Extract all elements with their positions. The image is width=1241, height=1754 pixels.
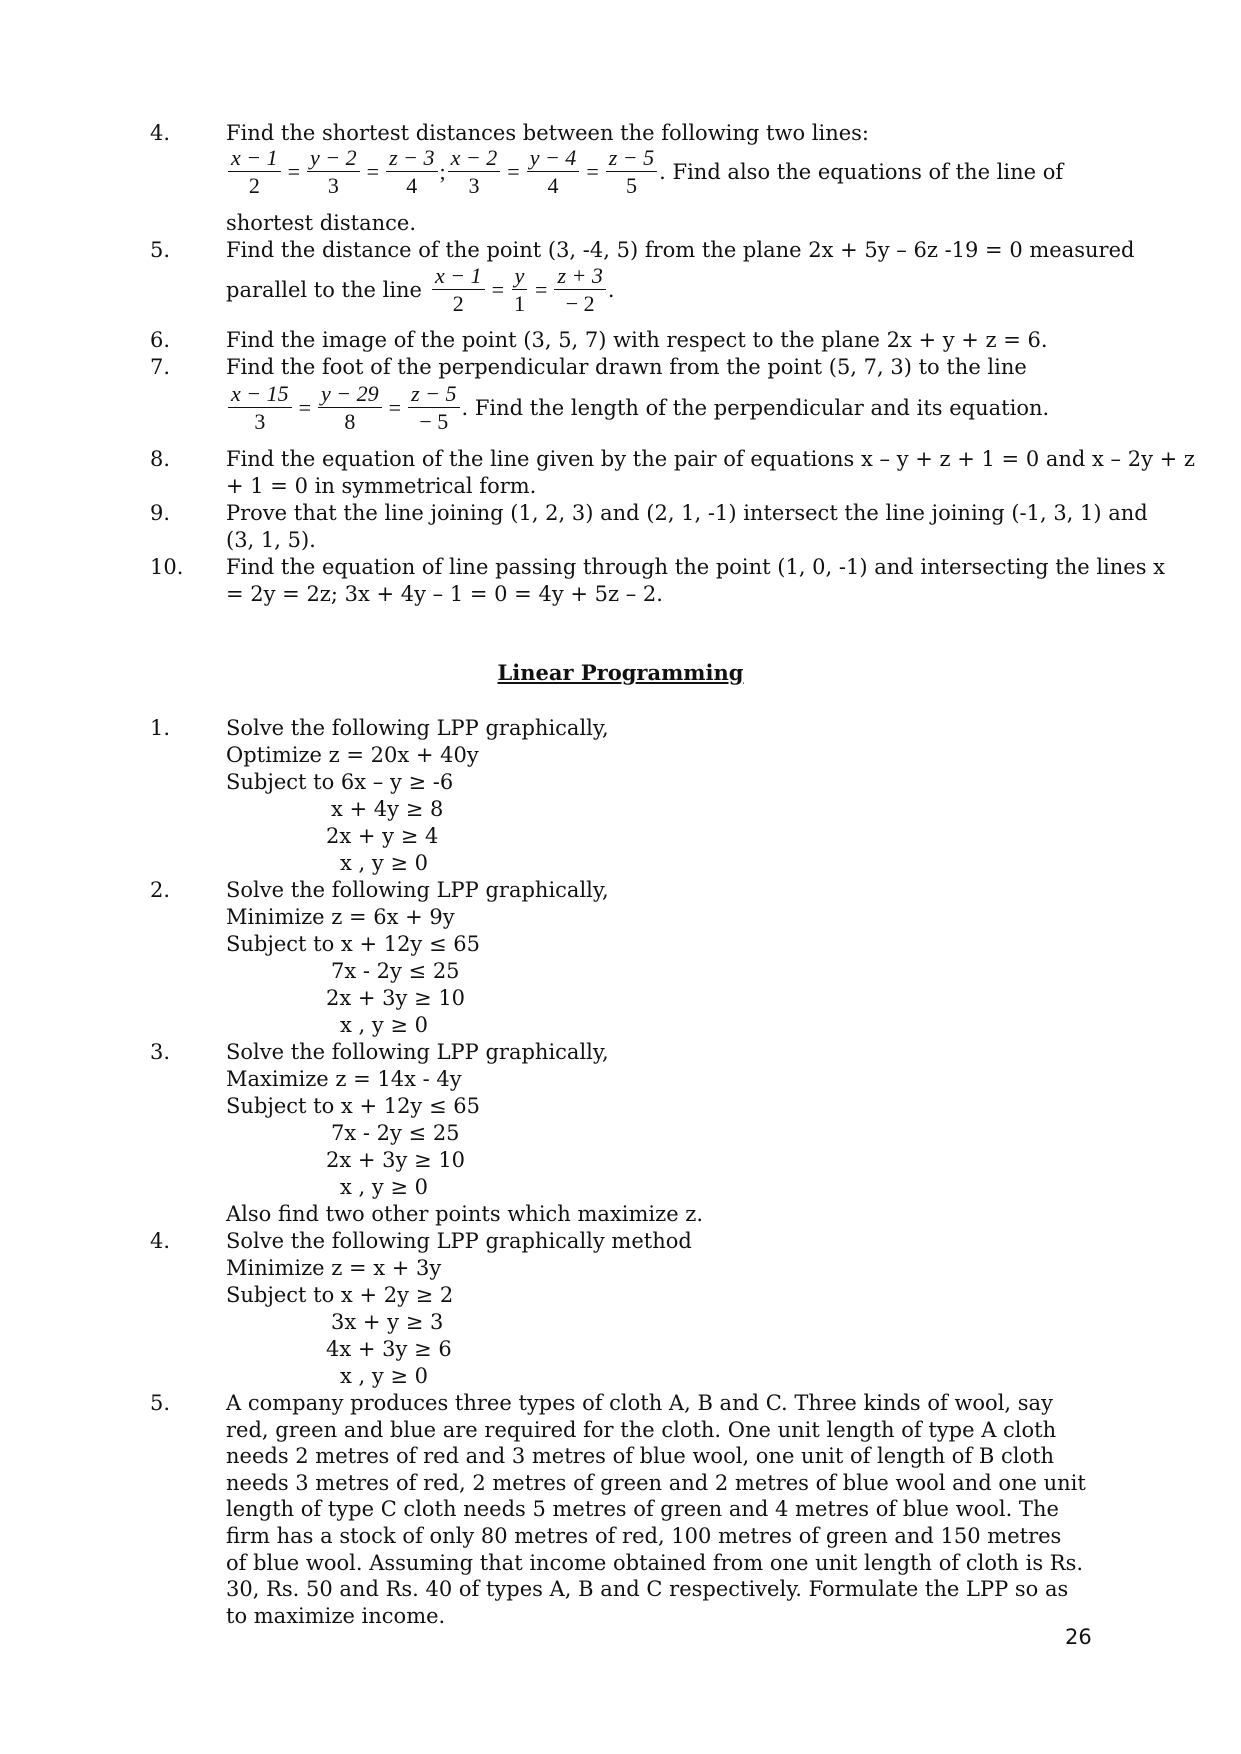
constraint: Subject to x + 2y ≥ 2	[226, 1283, 454, 1307]
fraction: $\frac{z - 5}{- 5}$	[408, 382, 459, 434]
constraint: Subject to x + 12y ≤ 65	[226, 1094, 480, 1118]
question-number: 2.	[150, 878, 171, 902]
question-text: Find the foot of the perpendicular drawn from the point (5, 7, 3) to the line	[226, 355, 1027, 379]
fraction: $\frac{z + 3}{- 2}$	[554, 264, 605, 316]
constraint: 2x + y ≥ 4	[326, 824, 439, 848]
question-text: shortest distance.	[226, 211, 417, 235]
constraint: 2x + 3y ≥ 10	[326, 986, 466, 1010]
constraint: 2x + 3y ≥ 10	[326, 1148, 466, 1172]
fraction: $\frac{x - 15}{3}$	[228, 382, 292, 434]
constraint: x , y ≥ 0	[340, 851, 429, 875]
fraction: $\frac{z - 3}{4}$	[386, 146, 437, 198]
page-number: 26	[1065, 1625, 1092, 1649]
question-paragraph: A company produces three types of cloth A, B and C. Three kinds of wool, say red, green and blue are required for the cloth. One unit length of type A cloth needs 2 metres of red and 3 metres of blue wool, one unit of length of B cloth needs 3 metres of red, 2 metres of green and 2 metres of blue wool and one unit length of type C cloth needs 5 metres of green and 4 metres of blue wool. The firm has a stock of only 80 metres of red, 100 metres of green and 150 metres of blue wool. Assuming that income obtained from one unit length of cloth is Rs. 30, Rs. 50 and Rs. 40 of types A, B and C respectively. Formulate the LPP so as to maximize income.	[226, 1391, 1086, 1628]
question-text: Find the equation of line passing through the point (1, 0, -1) and intersecting the lines x	[226, 555, 1166, 579]
question-text: + 1 = 0 in symmetrical form.	[226, 474, 537, 498]
question-text: Prove that the line joining (1, 2, 3) and (2, 1, -1) intersect the line joining (-1, 3, 1) and	[226, 501, 1148, 525]
question-text: Solve the following LPP graphically,	[226, 1040, 609, 1064]
objective: Minimize z = x + 3y	[226, 1256, 442, 1280]
constraint: x , y ≥ 0	[340, 1013, 429, 1037]
objective: Optimize z = 20x + 40y	[226, 743, 479, 767]
equation-line: parallel to the line $\frac{x - 1}{2}$ = $\frac{y}{1}$ = $\frac{z + 3}{- 2}$ .	[226, 263, 615, 316]
constraint: Subject to x + 12y ≤ 65	[226, 932, 480, 956]
question-number: 3.	[150, 1040, 171, 1064]
question-number: 7.	[150, 355, 171, 379]
fraction: $\frac{x - 2}{3}$	[448, 146, 501, 198]
question-number: 6.	[150, 328, 171, 352]
fraction: $\frac{x - 1}{2}$	[432, 264, 485, 316]
question-text: Solve the following LPP graphically,	[226, 716, 609, 740]
constraint: 7x - 2y ≤ 25	[331, 959, 460, 983]
constraint: Subject to 6x – y ≥ -6	[226, 770, 454, 794]
question-text: (3, 1, 5).	[226, 528, 316, 552]
question-number: 8.	[150, 447, 171, 471]
question-text: Find the distance of the point (3, -4, 5) from the plane 2x + 5y – 6z -19 = 0 measured	[226, 238, 1135, 262]
question-text: Find the equation of the line given by the pair of equations x – y + z + 1 = 0 and x – 2y + z	[226, 447, 1195, 471]
constraint: 4x + 3y ≥ 6	[326, 1337, 452, 1361]
fraction: $\frac{y - 2}{3}$	[307, 146, 360, 198]
fraction: $\frac{z - 5}{5}$	[606, 146, 657, 198]
question-number: 10.	[150, 555, 184, 579]
constraint: x , y ≥ 0	[340, 1364, 429, 1388]
question-text: Solve the following LPP graphically,	[226, 878, 609, 902]
equation-line: $\frac{x - 15}{3}$ = $\frac{y - 29}{8}$ = $\frac{z - 5}{- 5}$ . Find the length of the perpendicular and its equation.	[226, 382, 1049, 434]
question-text: = 2y = 2z; 3x + 4y – 1 = 0 = 4y + 5z – 2.	[226, 582, 663, 606]
question-text: Find the image of the point (3, 5, 7) with respect to the plane 2x + y + z = 6.	[226, 328, 1048, 352]
fraction: $\frac{x - 1}{2}$	[228, 146, 281, 198]
constraint: 7x - 2y ≤ 25	[331, 1121, 460, 1145]
question-text: Also find two other points which maximize z.	[226, 1202, 704, 1226]
question-number: 5.	[150, 1391, 171, 1415]
fraction: $\frac{y - 4}{4}$	[527, 146, 580, 198]
constraint: x + 4y ≥ 8	[331, 797, 444, 821]
question-number: 4.	[150, 121, 171, 145]
section-heading: Linear Programming	[497, 660, 744, 685]
question-number: 1.	[150, 716, 171, 740]
fraction: $\frac{y - 29}{8}$	[318, 382, 382, 434]
question-number: 9.	[150, 501, 171, 525]
objective: Maximize z = 14x - 4y	[226, 1067, 462, 1091]
question-number: 4.	[150, 1229, 171, 1253]
question-number: 5.	[150, 238, 171, 262]
equation-lines: $\frac{x - 1}{2}$ = $\frac{y - 2}{3}$ = $\frac{z - 3}{4}$ ; $\frac{x - 2}{3}$ = $\frac{y - 4}{4}$ = $\frac{z - 5}{5}$ . Find also the equations of the line of	[226, 146, 1063, 198]
constraint: 3x + y ≥ 3	[331, 1310, 444, 1334]
fraction: $\frac{y}{1}$	[511, 264, 528, 316]
question-text: Find the shortest distances between the following two lines:	[226, 121, 870, 145]
objective: Minimize z = 6x + 9y	[226, 905, 455, 929]
question-text: Solve the following LPP graphically method	[226, 1229, 692, 1253]
constraint: x , y ≥ 0	[340, 1175, 429, 1199]
